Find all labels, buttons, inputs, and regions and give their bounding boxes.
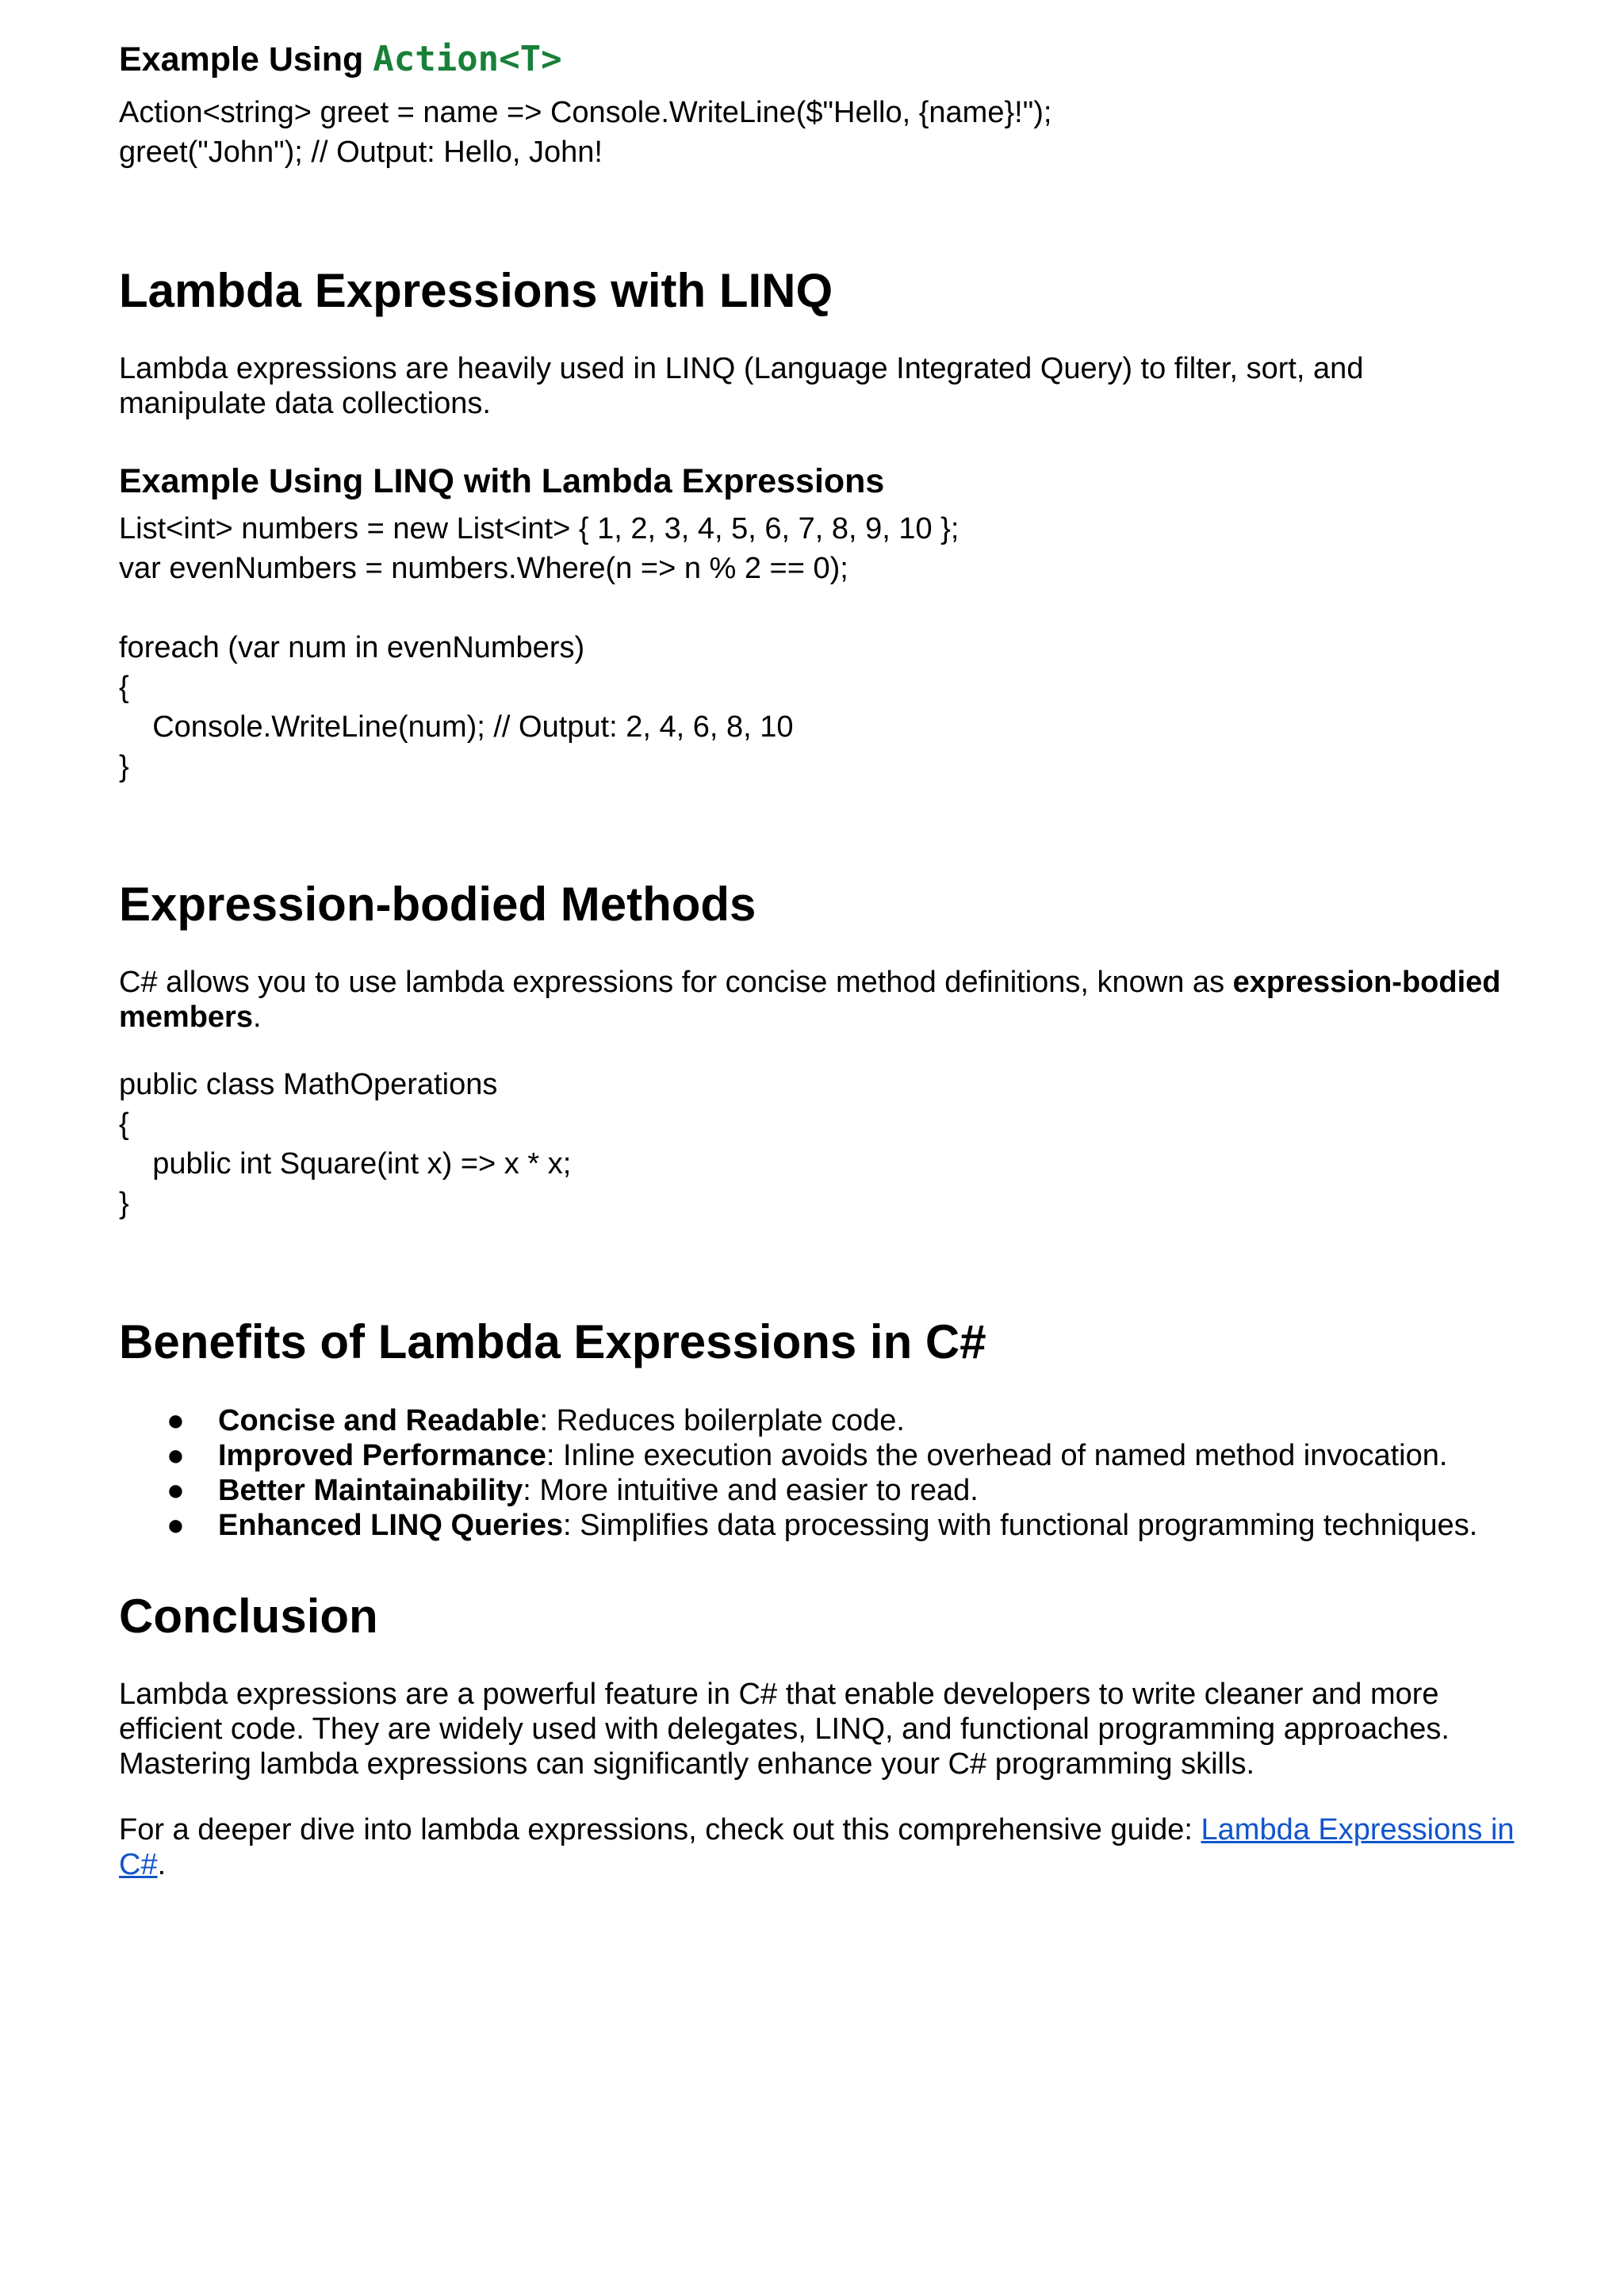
linq-example-heading: Example Using LINQ with Lambda Expressions <box>119 462 885 500</box>
intro-end: . <box>252 1001 262 1034</box>
action-code-block <box>119 93 1051 172</box>
benefit-desc: : More intuitive and easier to read. <box>523 1474 979 1507</box>
code-line: var evenNumbers = numbers.Where(n => n % 2 == 0); <box>119 552 848 585</box>
code-line: { <box>119 671 129 704</box>
code-line: greet("John"); // Output: Hello, John! <box>119 136 603 169</box>
code-line: Console.WriteLine(num); // Output: 2, 4, 6, 8, 10 <box>119 710 794 744</box>
conclusion-paragraph: Lambda expressions are a powerful feature in C# that enable developers to write cleaner and more efficient code. They are widely used with delegates, LINQ, and functional programming approaches. Mastering lambda expressions can significantly enhance your C# programming skills. <box>119 1678 1450 1781</box>
benefits-list <box>119 1403 1546 1543</box>
expression-bodied-title: Expression-bodied Methods <box>119 878 756 931</box>
bullet-icon: ● <box>167 1474 185 1507</box>
benefits-title: Benefits of Lambda Expressions in C# <box>119 1315 986 1368</box>
example-action-heading-prefix: Example Using <box>119 40 373 78</box>
code-line: } <box>119 1187 129 1220</box>
list-item <box>119 1508 1546 1543</box>
benefit-desc: : Reduces boilerplate code. <box>539 1404 905 1437</box>
benefit-term: Enhanced LINQ Queries <box>218 1509 563 1542</box>
benefit-term: Concise and Readable <box>218 1404 540 1437</box>
code-line: public int Square(int x) => x * x; <box>119 1147 572 1181</box>
inline-code-action-t: Action<T> <box>373 39 562 79</box>
benefit-term: Improved Performance <box>218 1439 546 1472</box>
linq-code-block <box>119 509 959 786</box>
linq-section-title: Lambda Expressions with LINQ <box>119 264 833 317</box>
conclusion-title: Conclusion <box>119 1590 378 1643</box>
guide-end: . <box>157 1848 167 1881</box>
code-line: List<int> numbers = new List<int> { 1, 2, 3, 4, 5, 6, 7, 8, 9, 10 }; <box>119 512 959 545</box>
benefit-term: Better Maintainability <box>218 1474 523 1507</box>
bullet-icon: ● <box>167 1404 185 1437</box>
code-line: public class MathOperations <box>119 1068 498 1101</box>
expression-bodied-code-block <box>119 1065 571 1223</box>
expression-bodied-intro <box>119 965 1515 1035</box>
linq-intro-paragraph: Lambda expressions are heavily used in LINQ (Language Integrated Query) to filter, sort, and manipulate data collections. <box>119 352 1364 420</box>
guide-link[interactable]: Lambda Expressions in C# <box>119 1813 1515 1881</box>
benefit-desc: : Inline execution avoids the overhead of named method invocation. <box>546 1439 1448 1472</box>
guide-paragraph <box>119 1812 1515 1882</box>
code-line: foreach (var num in evenNumbers) <box>119 631 585 664</box>
example-action-heading <box>119 38 562 81</box>
list-item <box>119 1473 1546 1508</box>
code-line <box>119 588 959 628</box>
bullet-icon: ● <box>167 1439 185 1472</box>
benefit-desc: : Simplifies data processing with functional programming techniques. <box>563 1509 1478 1542</box>
list-item <box>119 1438 1546 1473</box>
bullet-icon: ● <box>167 1509 185 1542</box>
guide-text: For a deeper dive into lambda expressions, check out this comprehensive guide: <box>119 1813 1201 1846</box>
intro-bold-term: expression-bodied members <box>119 966 1501 1034</box>
code-line: { <box>119 1108 129 1141</box>
code-line: } <box>119 750 129 783</box>
list-item <box>119 1403 1546 1438</box>
intro-text: C# allows you to use lambda expressions for concise method definitions, known as <box>119 966 1233 999</box>
code-line: Action<string> greet = name => Console.WriteLine($"Hello, {name}!"); <box>119 96 1052 129</box>
